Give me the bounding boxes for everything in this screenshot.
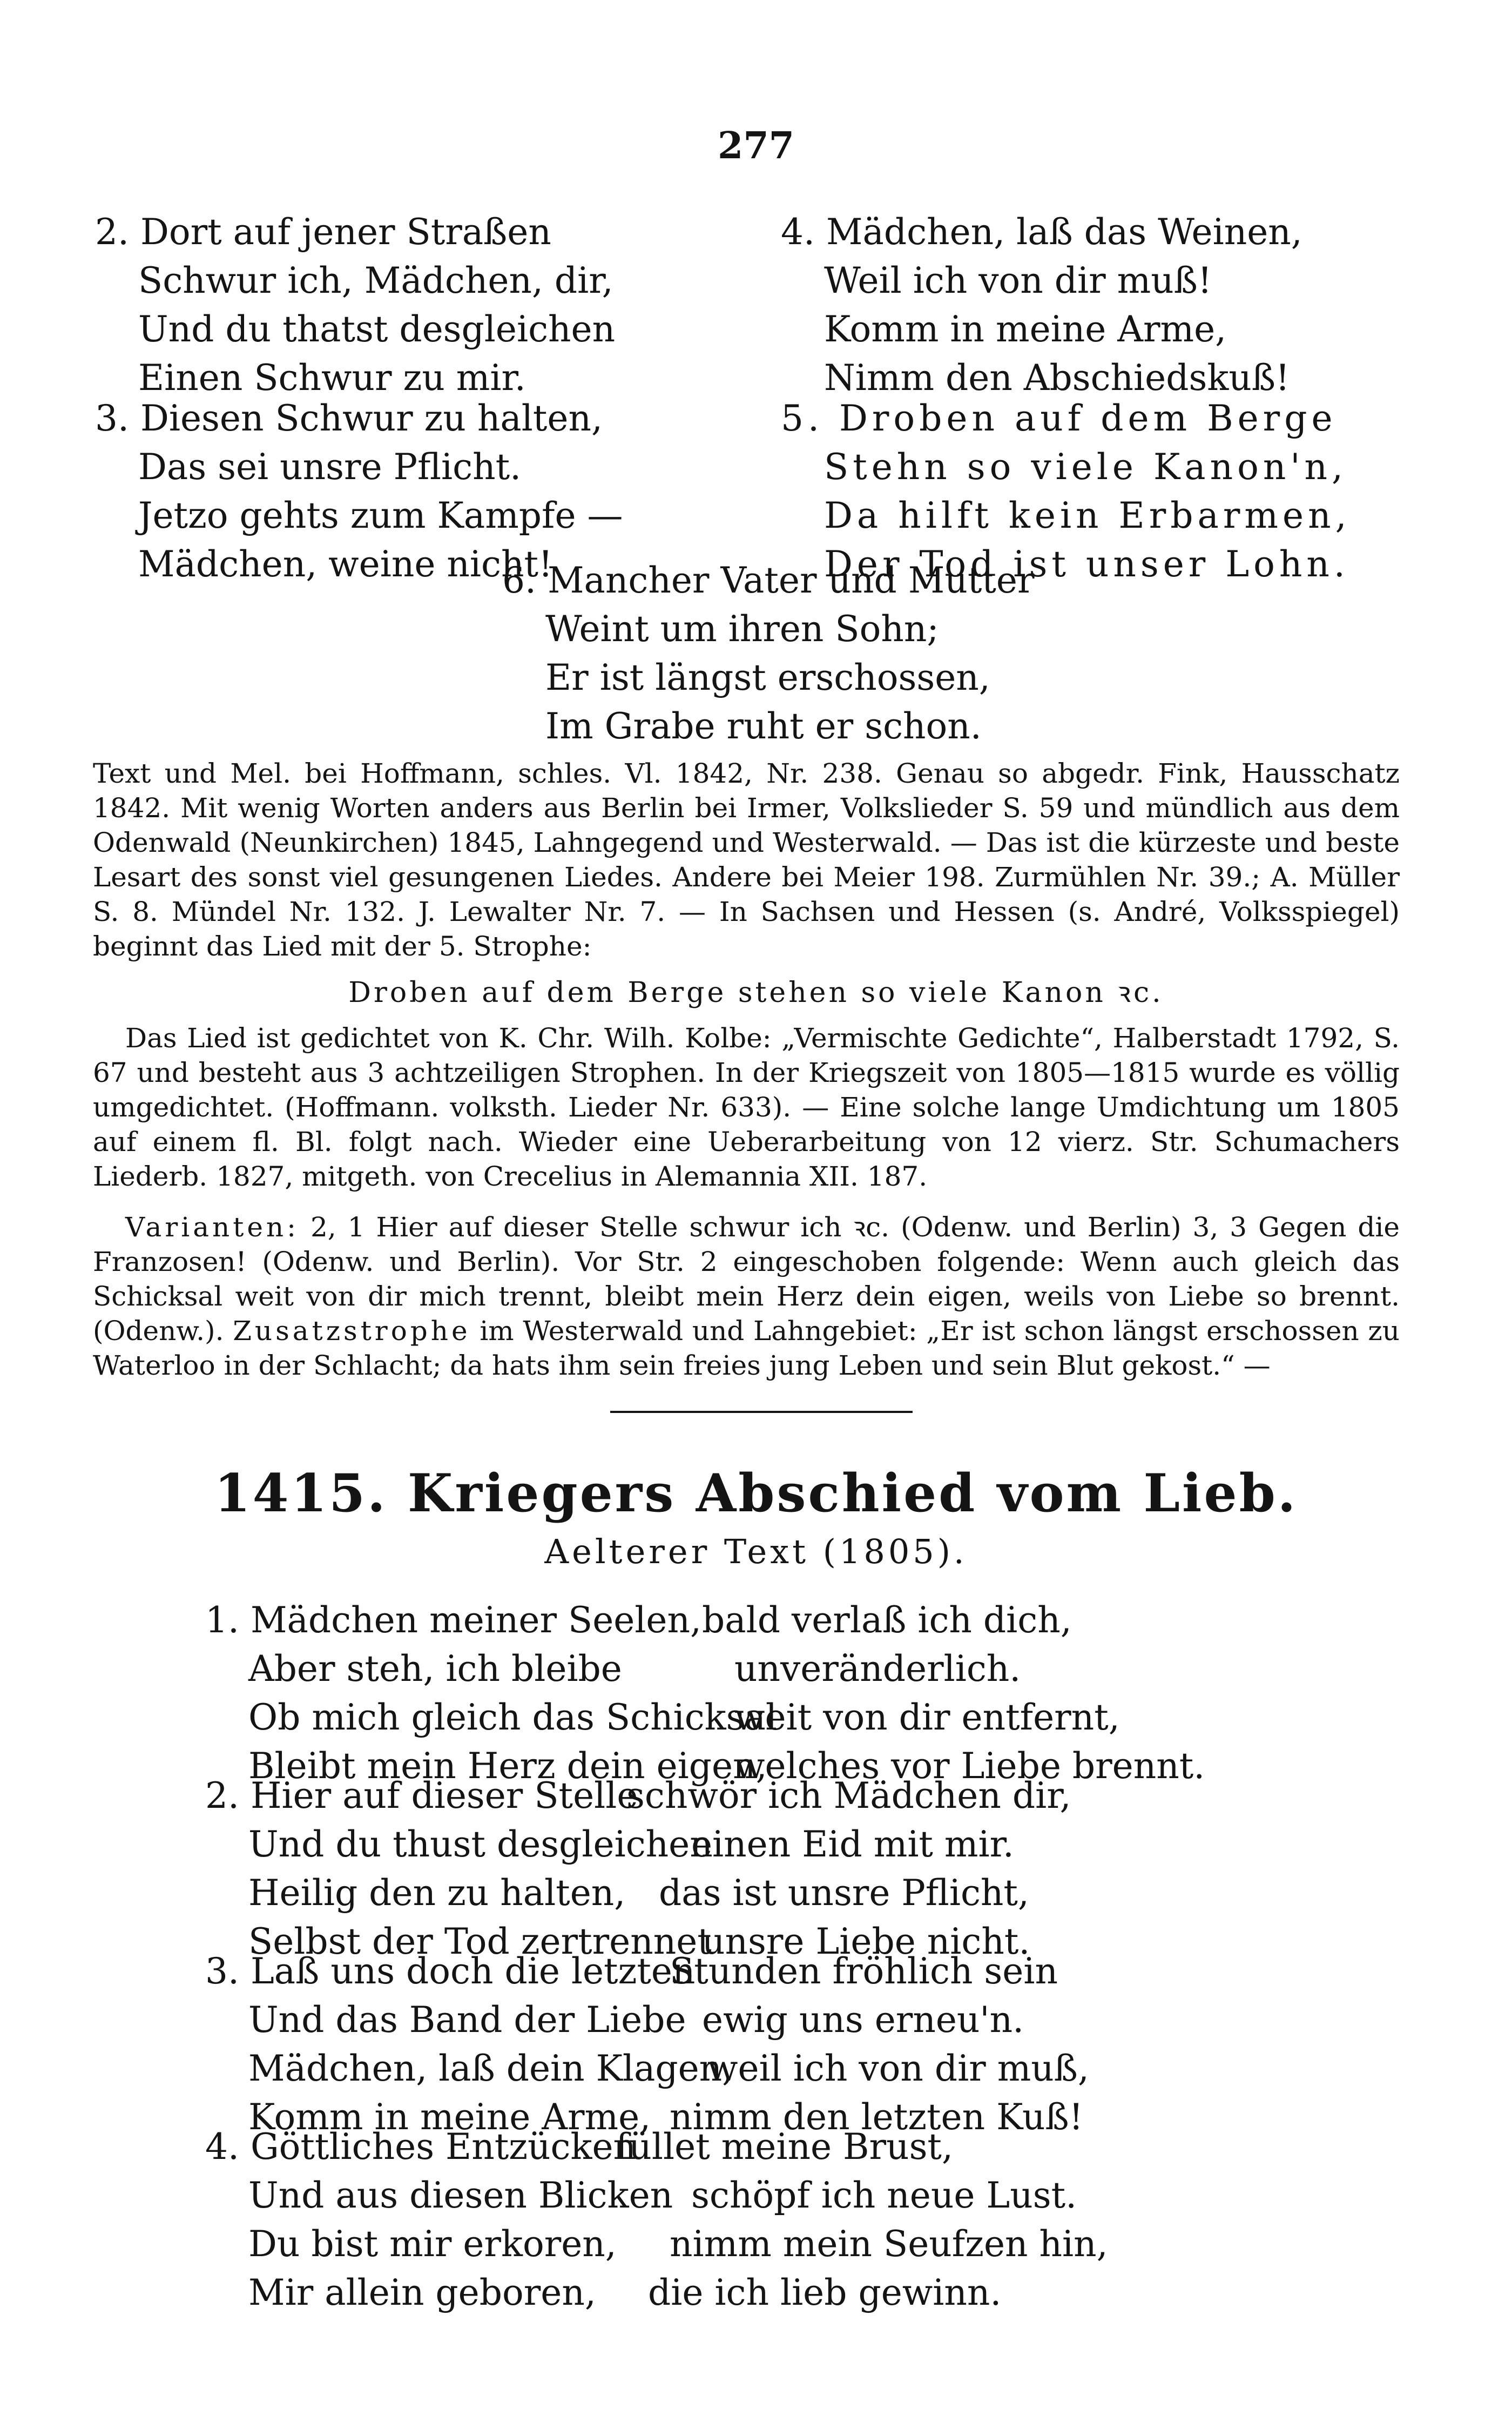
stanza-line: Und du thatst desgleichen bbox=[138, 308, 616, 350]
poem-line-first-half: Heilig den zu halten, bbox=[248, 1872, 626, 1914]
notes-text: Text und Mel. bei Hoffmann, schles. Vl. 1842, Nr. 238. Genau so abgedr. Fink, Hausschatz 1842. Mit wenig Worten anders aus Berlin bei Irmer, Volkslieder S. 59 und mündlich aus dem Odenwald (Neunkirchen) 1845, Lahngegend und Westerwald. — Das ist die kürzeste und beste Lesart des sonst viel gesungenen Liedes. Andere bei Meier 198. Zurmühlen Nr. 39.; A. Müller S. 8. Mündel Nr. 132. J. Lewalter Nr. 7. — In Sachsen und Hessen (s. André, Volksspiegel) beginnt das Lied mit der 5. Strophe: bbox=[93, 758, 1400, 962]
song-stanza-1 bbox=[205, 1596, 1339, 1791]
notes-source-paragraph bbox=[93, 756, 1400, 964]
addition-label: Zusatzstrophe bbox=[233, 1315, 471, 1347]
poem-line-second-half: welches vor Liebe brennt. bbox=[734, 1745, 1205, 1787]
poem-line-second-half: füllet meine Brust, bbox=[616, 2126, 953, 2168]
page-number: 277 bbox=[718, 124, 794, 167]
variants-label: Varianten: bbox=[125, 1212, 299, 1243]
poem-line-second-half: unsre Liebe nicht. bbox=[702, 1921, 1030, 1962]
stanza-line: 3. Diesen Schwur zu halten, bbox=[95, 398, 603, 439]
poem-line-second-half: das ist unsre Pflicht, bbox=[659, 1872, 1029, 1914]
stanza-line: Stehn so viele Kanon'n, bbox=[824, 446, 1348, 488]
stanza-line: 6. Mancher Vater und Mutter bbox=[502, 560, 1035, 601]
song-stanza-4 bbox=[205, 2123, 1339, 2317]
addition-text: im Westerwald und Lahngebiet: „Er ist schon längst erschossen zu Waterloo in der Schlacht; da hats ihm sein freies jung Leben und sein Blut gekost.“ — bbox=[93, 1315, 1400, 1381]
poem-line-first-half: 2. Hier auf dieser Stelle bbox=[205, 1775, 638, 1816]
stanza-line: 5. Droben auf dem Berge bbox=[781, 398, 1337, 439]
notes-text: Das Lied ist gedichtet von K. Chr. Wilh. Kolbe: „Vermischte Gedichte“, Halberstadt 1792, S. 67 und besteht aus 3 achtzeiligen Strophen. In der Kriegszeit von 1805—1815 wurde es völlig umgedichtet. (Hoffmann. volksth. Lieder Nr. 633). — Eine solche lange Umdichtung um 1805 auf einem fl. Bl. folgt nach. Wieder eine Ueberarbeitung von 12 vierz. Str. Schumachers Liederb. 1827, mitgeth. von Crecelius in Alemannia XII. 187. bbox=[93, 1022, 1400, 1192]
poem-line-first-half: 1. Mädchen meiner Seelen, bbox=[205, 1599, 701, 1641]
stanza-line: Da hilft kein Erbarmen, bbox=[824, 495, 1351, 536]
poem-line-first-half: Bleibt mein Herz dein eigen, bbox=[248, 1745, 767, 1787]
song-stanza-2 bbox=[205, 1772, 1339, 1966]
variants-text: 2, 1 Hier auf dieser Stelle schwur ich ꝛc. (Odenw. und Berlin) 3, 3 Gegen die Franzosen! (Odenw. und Berlin). Vor Str. 2 eingeschoben folgende: Wenn auch gleich das Schicksal weit von dir mich trennt, bleibt mein Herz dein eigen, weils von Liebe so brennt. (Odenw.). bbox=[93, 1212, 1400, 1347]
poem-line-second-half: nimm mein Seufzen hin, bbox=[670, 2223, 1108, 2265]
song-stanza-3 bbox=[205, 1947, 1339, 2142]
poem-line-first-half: 3. Laß uns doch die letzten bbox=[205, 1950, 696, 1992]
stanza-line: Nimm den Abschiedskuß! bbox=[824, 357, 1290, 399]
poem-line-first-half: 4. Göttliches Entzücken bbox=[205, 2126, 637, 2168]
poem-line-second-half: Stunden fröhlich sein bbox=[670, 1950, 1058, 1992]
poem-line-first-half: Aber steh, ich bleibe bbox=[248, 1648, 622, 1690]
poem-line-second-half: schwör ich Mädchen dir, bbox=[626, 1775, 1071, 1816]
poem-line-first-half: Komm in meine Arme, bbox=[248, 2096, 651, 2138]
poem-line-second-half: ewig uns erneu'n. bbox=[702, 1999, 1024, 2041]
song-title: 1415. Kriegers Abschied vom Lieb. bbox=[214, 1463, 1298, 1524]
song-subtitle: Aelterer Text (1805). bbox=[544, 1532, 968, 1571]
stanza-line: Weil ich von dir muß! bbox=[824, 260, 1212, 301]
stanza-line: Schwur ich, Mädchen, dir, bbox=[138, 260, 613, 301]
poem-line-second-half: weit von dir entfernt, bbox=[734, 1697, 1120, 1738]
poem-line-first-half: Ob mich gleich das Schicksal bbox=[248, 1697, 777, 1738]
poem-line-first-half: Mädchen, laß dein Klagen, bbox=[248, 2048, 734, 2089]
section-divider bbox=[610, 1411, 913, 1413]
poem-line-first-half: Du bist mir erkoren, bbox=[248, 2223, 617, 2265]
stanza-line: Komm in meine Arme, bbox=[824, 308, 1227, 350]
poem-line-first-half: Und aus diesen Blicken bbox=[248, 2175, 673, 2216]
stanza-line: Der Tod ist unser Lohn. bbox=[824, 543, 1349, 585]
notes-variants-paragraph bbox=[93, 1210, 1400, 1383]
poem-line-first-half: Und du thust desgleichen bbox=[248, 1823, 713, 1865]
poem-line-second-half: nimm den letzten Kuß! bbox=[670, 2096, 1084, 2138]
notes-author-paragraph bbox=[93, 1021, 1400, 1194]
poem-line-first-half: Selbst der Tod zertrennet bbox=[248, 1921, 712, 1962]
stanza-2 bbox=[95, 208, 615, 402]
stanza-line: 4. Mädchen, laß das Weinen, bbox=[781, 211, 1302, 253]
stanza-line: Weint um ihren Sohn; bbox=[545, 608, 939, 650]
poem-line-first-half: Und das Band der Liebe bbox=[248, 1999, 686, 2041]
stanza-line: Einen Schwur zu mir. bbox=[138, 357, 526, 399]
poem-line-second-half: weil ich von dir muß, bbox=[707, 2048, 1089, 2089]
stanza-line: Jetzo gehts zum Kampfe — bbox=[138, 495, 623, 536]
quoted-line: Droben auf dem Berge stehen so viele Kanon ꝛc. bbox=[348, 977, 1164, 1009]
poem-line-second-half: bald verlaß ich dich, bbox=[702, 1599, 1072, 1641]
notes-text bbox=[93, 1210, 1400, 1383]
poem-line-second-half: unveränderlich. bbox=[734, 1648, 1021, 1690]
stanza-line: 2. Dort auf jener Straßen bbox=[95, 211, 551, 253]
poem-line-second-half: die ich lieb gewinn. bbox=[648, 2272, 1002, 2313]
stanza-line: Mädchen, weine nicht! bbox=[138, 543, 553, 585]
stanza-line: Im Grabe ruht er schon. bbox=[545, 705, 982, 747]
stanza-4 bbox=[781, 208, 1302, 402]
poem-line-second-half: schöpf ich neue Lust. bbox=[691, 2175, 1077, 2216]
poem-line-second-half: einen Eid mit mir. bbox=[691, 1823, 1014, 1865]
poem-line-first-half: Mir allein geboren, bbox=[248, 2272, 596, 2313]
stanza-line: Er ist längst erschossen, bbox=[545, 657, 990, 698]
stanza-line: Das sei unsre Pflicht. bbox=[138, 446, 522, 488]
stanza-6 bbox=[502, 556, 1035, 751]
